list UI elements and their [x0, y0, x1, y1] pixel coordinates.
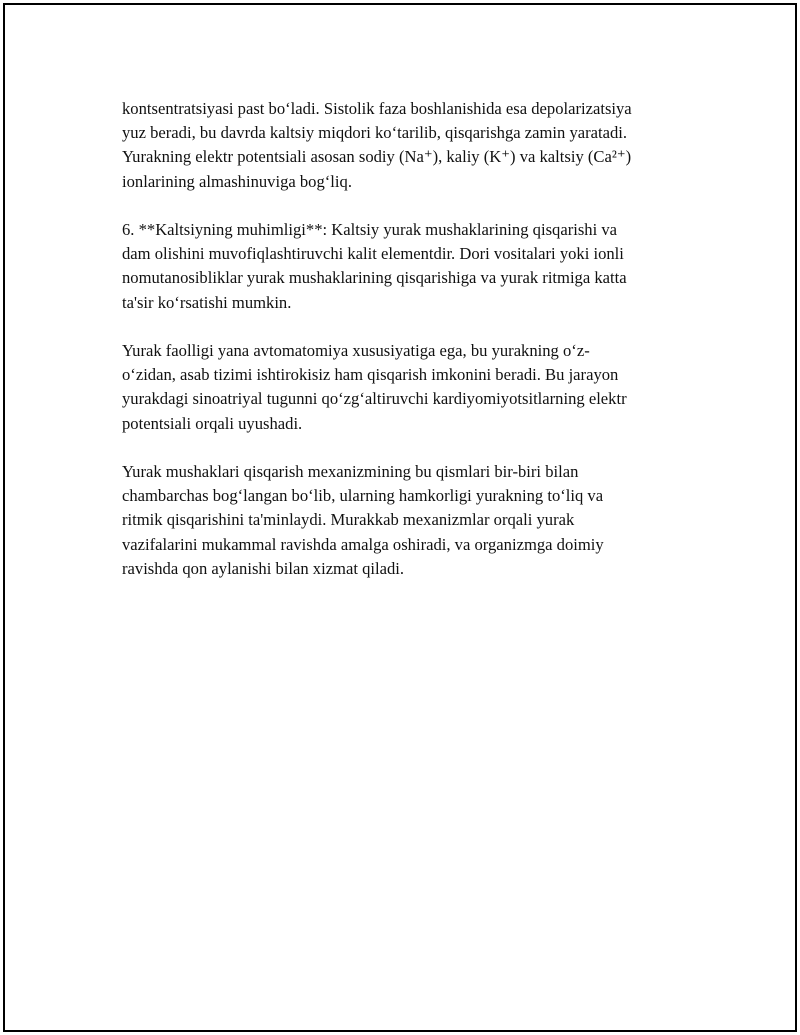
text-line: dam olishini muvofiqlashtiruvchi kalit elementdir. Dori vositalari yoki ionli — [122, 244, 624, 264]
text-line: ravishda qon aylanishi bilan xizmat qiladi. — [122, 558, 405, 578]
paragraph-calcium-importance — [122, 218, 702, 315]
text-line: vazifalarini mukammal ravishda amalga oshiradi, va organizmga doimiy — [122, 534, 604, 554]
text-line: chambarchas bog‘langan bo‘lib, ularning hamkorligi yurakning to‘liq va — [122, 486, 604, 506]
text-line: nomutanosibliklar yurak mushaklarining qisqarishiga va yurak ritmiga katta — [122, 268, 627, 288]
text-line: potentsiali orqali uyushadi. — [122, 413, 303, 433]
text-line: Yurak faolligi yana avtomatomiya xususiyatiga ega, bu yurakning o‘z- — [122, 341, 590, 360]
page-frame — [3, 3, 797, 1032]
text-line: ritmik qisqarishini ta'minlaydi. Murakkab mexanizmlar orqali yurak — [122, 510, 575, 530]
text-line: Yurakning elektr potentsiali asosan sodiy (Na⁺), kaliy (K⁺) va kaltsiy (Ca²⁺) — [122, 147, 632, 167]
text-line: ta'sir ko‘rsatishi mumkin. — [122, 292, 292, 312]
text-line: kontsentratsiyasi past bo‘ladi. Sistolik faza boshlanishida esa depolarizatsiya — [122, 99, 632, 118]
text-line: Yurak mushaklari qisqarish mexanizmining bu qismlari bir-biri bilan — [122, 462, 579, 481]
paragraph-electrical-potential — [122, 97, 702, 194]
text-line: ionlarining almashinuviga bog‘liq. — [122, 171, 352, 191]
document-body — [122, 97, 702, 605]
text-line: o‘zidan, asab tizimi ishtirokisiz ham qisqarish imkonini beradi. Bu jarayon — [122, 365, 619, 385]
text-line: yuz beradi, bu davrda kaltsiy miqdori ko‘tarilib, qisqarishga zamin yaratadi. — [122, 123, 628, 143]
paragraph-conclusion — [122, 460, 702, 581]
text-line: yurakdagi sinoatriyal tugunni qo‘zg‘altiruvchi kardiyomiyotsitlarning elektr — [122, 389, 627, 409]
paragraph-automaticity — [122, 339, 702, 436]
text-line: 6. **Kaltsiyning muhimligi**: Kaltsiy yurak mushaklarining qisqarishi va — [122, 220, 618, 239]
